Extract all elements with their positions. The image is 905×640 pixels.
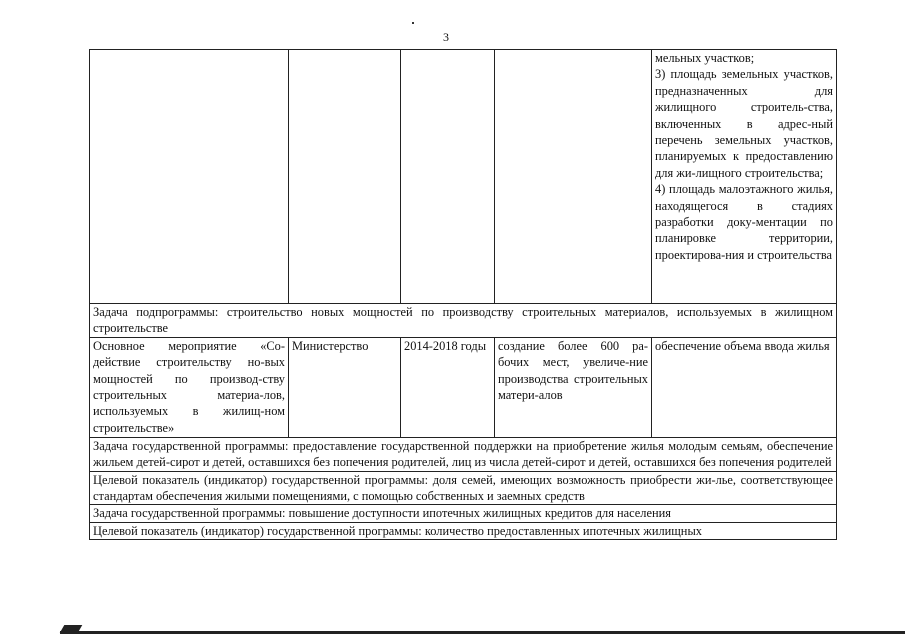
expected-result-cell: создание более 600 ра-бочих мест, увеличе-ние производства строительных матери-алов [495,337,652,437]
main-activity-cell: Основное мероприятие «Со-действие строительству но-вых мощностей по производ-ству строительных материа-лов, используемых в жилищ-ном строительстве» [90,337,289,437]
cell-r1-c4 [495,50,652,304]
cell-r1-c2 [289,50,401,304]
cell-r1-c1 [90,50,289,304]
period-cell: 2014-2018 годы [401,337,495,437]
cell-r1-c3 [401,50,495,304]
responsible-cell: Министерство [289,337,401,437]
table-row-7 [90,522,837,539]
target-indicator-families: Целевой показатель (индикатор) государственной программы: доля семей, имеющих возможность приобрести жи-лье, соответствующее стандартам обеспечения жилыми помещениями, с помощью собственных и заемных средств [90,471,837,505]
indicator-link-cell: обеспечение объема ввода жилья [652,337,837,437]
table-row-4 [90,437,837,471]
subprogram-task: Задача подпрограммы: строительство новых мощностей по производству строительных материалов, используемых в жилищном строительстве [90,304,837,338]
table-row-6 [90,505,837,522]
program-task-young-families: Задача государственной программы: предоставление государственной поддержки на приобретение жилья молодым семьям, обеспечение жильем детей-сирот и детей, оставшихся без попечения родителей, лиц из числа детей-сирот и детей, оставшихся без попечения родителей [90,437,837,471]
scan-bottom-edge [60,631,905,634]
program-task-mortgage: Задача государственной программы: повышение доступности ипотечных жилищных кредитов для населения [90,505,837,522]
program-table [89,49,837,540]
target-indicator-mortgage: Целевой показатель (индикатор) государственной программы: количество предоставленных ипотечных жилищных [90,522,837,539]
table-row-5 [90,471,837,505]
table-row-1 [90,50,837,304]
page-number: 3 [443,30,449,44]
table-row-3 [90,337,837,437]
table-row-2 [90,304,837,338]
scan-speck [412,22,414,24]
cell-r1-c5: мельных участков; 3) площадь земельных участков, предназначенных для жилищного строитель-ства, включенных в адрес-ный перечень земельных участков, планируемых к предоставлению для жи-лищного строительства; 4) площадь малоэтажного жилья, находящегося в стадиях разработки доку-ментации по планировке территории, проектирова-ния и строительства [652,50,837,304]
